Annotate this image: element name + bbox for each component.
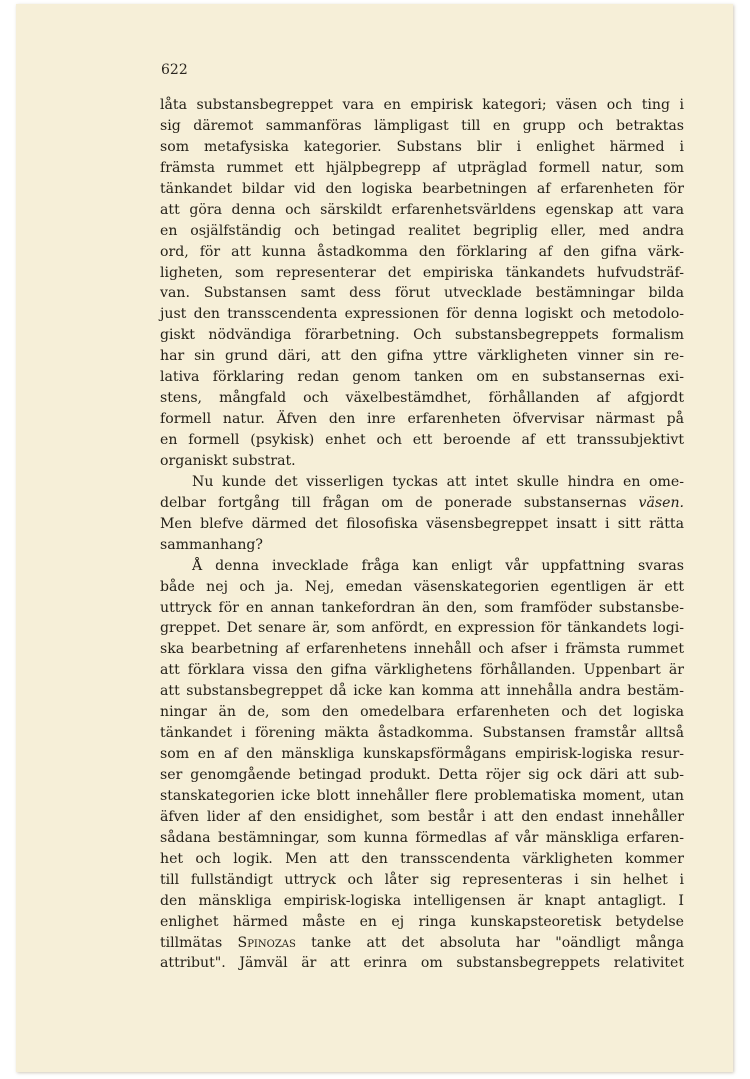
page-number: 622	[161, 62, 188, 78]
text-line: sammanhang?	[160, 536, 263, 553]
smallcaps-name: Spinozas	[237, 934, 296, 951]
text-line: äfven lider af den ensidighet, som består i att den endast innehåller	[160, 808, 684, 825]
text-line: stens, mångfald och växelbestämdhet, förhållanden af afgjordt	[160, 390, 684, 407]
text-line: van. Substansen samt dess förut utvecklade bestämningar bilda	[160, 285, 684, 302]
page-sheet	[16, 4, 733, 1072]
text-line: ningar än de, som den omedelbara erfarenheten och det logiska	[160, 704, 684, 721]
text-line: som en af den mänskliga kunskapsförmågans empirisk-logiska resur-	[160, 746, 684, 763]
paragraph-1	[160, 95, 684, 472]
text-line: har sin grund däri, att den gifna yttre värkligheten vinner sin re-	[160, 348, 684, 365]
text-line: just den transscendenta expressionen för denna logiskt och metodolo-	[160, 306, 684, 323]
text-line: den mänskliga empirisk-logiska intelligensen är knapt antagligt. I	[160, 892, 684, 909]
text-line: Men blefve därmed det filosofiska väsensbegreppet insatt i sitt rätta	[160, 515, 684, 532]
text-line: uttryck för en annan tankefordran än den, som framföder substansbe-	[160, 599, 684, 616]
text-line: att göra denna och särskildt erfarenhetsvärldens egenskap att vara	[160, 201, 684, 218]
text-line: sig däremot sammanföras lämpligast till en grupp och betraktas	[160, 117, 684, 134]
text-line: att förklara vissa den gifna värklighetens förhållanden. Uppenbart är	[160, 662, 684, 679]
text-segment: tanke att det absoluta har "oändligt många	[311, 934, 685, 951]
text-line: greppet. Det senare är, som anfördt, en expression för tänkandets logi-	[160, 620, 684, 637]
text-segment: tillmätas	[160, 934, 223, 951]
text-line: sådana bestämningar, som kunna förmedlas af vår mänskliga erfaren-	[160, 829, 684, 846]
text-line: stanskategorien icke blott innehåller flere problematiska moment, utan	[160, 787, 684, 804]
text-line: ligheten, som representerar det empiriska tänkandets hufvudsträf-	[160, 264, 684, 281]
text-line-with-smallcaps	[160, 933, 684, 954]
text-line: Nu kunde det visserligen tyckas att intet skulle hindra en ome-	[192, 473, 684, 490]
text-line: ska bearbetning af erfarenhetens innehåll och afser i främsta rummet	[160, 641, 684, 658]
text-line: enlighet härmed måste en ej ringa kunskapsteoretisk betydelse	[160, 913, 684, 930]
paragraph-2	[160, 472, 684, 556]
italic-word: väsen.	[638, 494, 684, 511]
text-line: Å denna invecklade fråga kan enligt vår uppfattning svaras	[192, 557, 684, 574]
text-line: tänkandet bildar vid den logiska bearbetningen af erfarenheten för	[160, 180, 684, 197]
text-line: ord, för att kunna åstadkomma den förklaring af den gifna värk-	[160, 243, 684, 260]
text-line: organiskt substrat.	[160, 452, 296, 469]
text-line: ser genomgående betingad produkt. Detta röjer sig ock däri att sub-	[160, 767, 684, 783]
text-line-with-italic	[160, 493, 684, 514]
text-line: både nej och ja. Nej, emedan väsenskategorien egentligen är ett	[160, 578, 684, 595]
text-line: tänkandet i förening mäkta åstadkomma. Substansen framstår alltså	[160, 725, 684, 742]
text-line: lativa förklaring redan genom tanken om en substansernas exi-	[160, 369, 684, 386]
body-text	[160, 95, 684, 974]
text-line: till fullständigt uttryck och låter sig representeras i sin helhet i	[160, 871, 684, 888]
text-line: låta substansbegreppet vara en empirisk kategori; väsen och ting i	[160, 97, 684, 113]
paragraph-3	[160, 556, 684, 975]
text-line: en formell (psykisk) enhet och ett beroende af ett transsubjektivt	[160, 432, 684, 448]
text-line: attribut". Jämväl är att erinra om substansbegreppets relativitet	[160, 955, 684, 972]
text-line: en osjälfständig och betingad realitet begriplig eller, med andra	[160, 222, 684, 239]
text-line: het och logik. Men att den transscendenta värkligheten kommer	[160, 850, 684, 867]
text-line: formell natur. Äfven den inre erfarenheten öfvervisar närmast på	[160, 411, 684, 428]
text-segment: delbar fortgång till frågan om de ponerade substansernas	[160, 494, 627, 511]
text-line: giskt nödvändiga förarbetning. Och substansbegreppets formalism	[160, 327, 684, 344]
text-line: att substansbegreppet då icke kan komma att innehålla andra bestäm-	[160, 683, 684, 700]
text-line: främsta rummet ett hjälpbegrepp af utpräglad formell natur, som	[160, 159, 684, 176]
text-line: som metafysiska kategorier. Substans blir i enlighet härmed i	[160, 138, 684, 155]
